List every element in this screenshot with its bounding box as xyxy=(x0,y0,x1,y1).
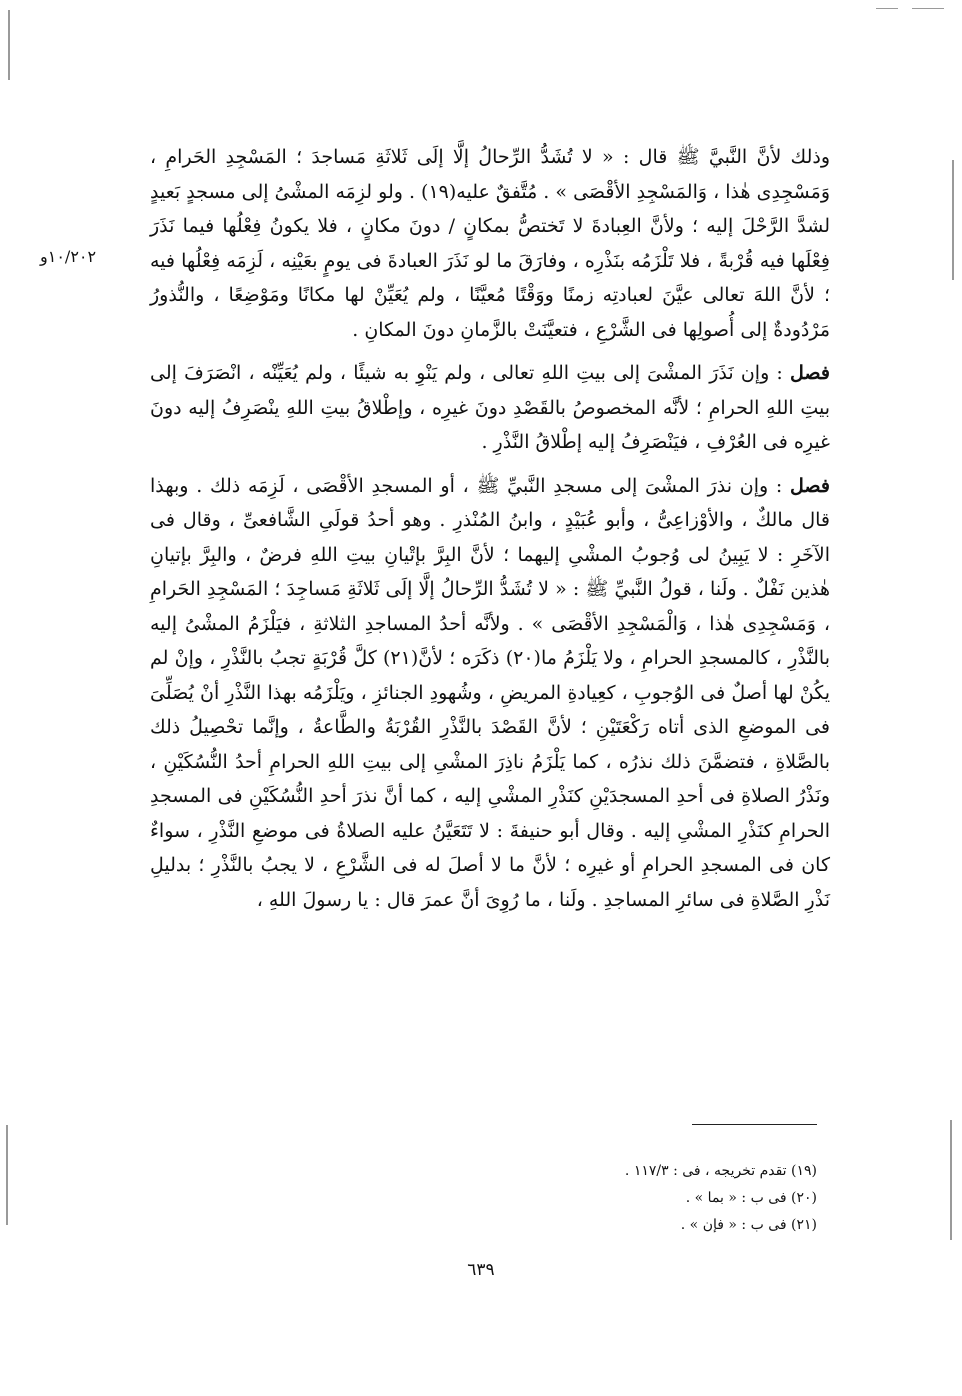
paragraph-fasl-2 xyxy=(150,469,830,918)
paragraph-fasl-1 xyxy=(150,356,830,460)
scan-edge-mark xyxy=(8,10,10,80)
footnote: (١٩) تقدم تخريجه ، فى : ١١٧/٣ . xyxy=(624,1163,817,1179)
scan-edge-mark xyxy=(912,8,944,9)
margin-folio-note: ١٠/٢٠٢و xyxy=(40,247,97,266)
section-label: فصل xyxy=(790,474,830,497)
footnote-separator xyxy=(692,1124,817,1125)
scan-edge-mark xyxy=(952,160,954,280)
section-label: فصل xyxy=(790,362,830,384)
scan-edge-mark xyxy=(6,1125,8,1225)
scan-edge-mark xyxy=(950,1120,952,1240)
paragraph-intro xyxy=(150,140,830,347)
paragraph-text: : وإن نَذَرَ المشْىَ إلى بيتِ اللهِ تعالى ، ولم يَنْوِ به شيئًا ، ولم يُعَيِّنْه ، انْصَرَفَ إلى بيتِ اللهِ الحرامِ ؛ لأنَّه المخصوصُ بالقَصْدِ دونَ غيرِه ، وإطْلاقُ بيتِ اللهِ ينْصَرِفُ إليه دونَ غيرِه فى العُرْفِ ، فيَنْصَرِفُ إليه إطْلاقُ النَّذْرِ . xyxy=(150,362,830,453)
main-text xyxy=(150,140,830,926)
footnote: (٢١) فى ب : « فإن » . xyxy=(680,1217,817,1233)
paragraph-text: : وإن نذرَ المشْىَ إلى مسجدِ النَّبيِّ ﷺ ، أو المسجدِ الأقْصَى ، لَزِمَه ذلك . وبهذا قال مالكٌ ، والأوْزاعِىُّ ، وأبو عُبَيْدٍ ، وابنُ المُنْذرِ . وهو أحدُ قولَىِ الشَّافعىِّ ، وقال فى الآخَرِ : لا يَبِينُ لى وُجوبُ المشْىِ إليهما ؛ لأنَّ البِرَّ بإتْيانِ بيتِ اللهِ فرضٌ ، والبِرَّ بإتيانِ هٰذين نَفْلٌ . ولَنا ، قولُ النَّبيِّ ﷺ : « لا تُشَدُّ الرِّحالُ إلَّا إلَى ثَلاثَةِ مَساجِدَ ؛ المَسْجِدِ الحَرامِ ، وَمَسْجِدِى هٰذا ، وَالْمَسْجِدِ الأقْصَى » . ولأنَّه أحدُ المساجدِ الثلاثةِ ، فيَلْزَمُ المشْىُ إليه بالنَّذْرِ ، كالمسجدِ الحرامِ ، ولا يَلْزَمُ ما(٢٠) ذكَرَه ؛ لأنَّ(٢١) كلَّ قُرْبَةٍ تجبُ بالنَّذْرِ ، وإنْ لم يكُنْ لها أصلٌ فى الوُجوبِ ، كعِيادةِ المريضِ ، وشُهودِ الجنائزِ ، ويَلْزَمُه بهذا النَّذْرِ أنْ يُصَلِّىَ فى الموضعِ الذى أتاه رَكْعَتَيْنِ ؛ لأنَّ القَصْدَ بالنَّذْرِ القُرْبَةُ والطَّاعةُ ، وإنَّما تحْصِيلُ ذلك بالصَّلاةِ ، فتضمَّنَ ذلك نذرُه ، كما يَلْزَمُ ناذِرَ المشْىِ إلى بيتِ اللهِ الحرامِ أحدُ النُّسُكَيْنِ ، ونَذْرُ الصلاةِ فى أحدِ المسجدَيْنِ كنَذْرِ المشْىِ إليه ، كما أنَّ نذرَ أحدِ النُّسُكَيْنِ فى المسجدِ الحرامِ كنَذْرِ المشْىِ إليه . وقال أبو حنيفةَ : لا تَتَعَيَّنُ عليه الصلاةُ فى موضعِ النَّذْرِ ، سواءٌ كان فى المسجدِ الحرامِ أو غيرِه ؛ لأنَّ ما لا أصلَ له فى الشَّرْعِ ، لا يجبُ بالنَّذْرِ ؛ بدليلِ نَذْرِ الصَّلاةِ فى سائرِ المساجدِ . ولَنا ، ما رُوِىَ أنَّ عمرَ قال : يا رسولَ اللهِ ، xyxy=(150,474,830,911)
paragraph-text: وذلك لأنَّ النَّبيَّ ﷺ قال : « لا تُشَدُّ الرِّحالُ إلَّا إلَى ثَلاثَةِ مَساجدَ ؛ المَسْجِدِ الحَرامِ ، وَمَسْجِدِى هٰذا ، وَالمَسْجِدِ الأقْصَى » . مُتَّفقٌ عليه(١٩) . ولو لزِمَه المشْىُ إلى مسجدٍ بَعيدٍ لشدَّ الرَّحْلَ إليه ؛ ولأنَّ العِبادةَ لا تَختصُّ بمكانٍ / دونَ مكانٍ ، فلا يكونُ فِعْلُها فيما نَذَرَ فِعْلَها فيه قُرْبةً ، فلا تَلْزَمُه بنَذْرِه ، وفارَقَ ما لو نَذَرَ العبادةَ فى يومٍ بعَيْنِه ، لَزِمَه فِعْلُها فيه ؛ لأنَّ اللهَ تعالى عيَّنَ لعبادتِه زمنًا ووَقْتًا مُعيَّنًا ، ولم يُعَيِّنْ لها مكانًا ومَوْضِعًا ، والنُّذورُ مَرْدُودةٌ إلى أُصولِها فى الشَّرْعِ ، فتعيَّنَتْ بالزَّمانِ دونَ المكانِ . xyxy=(150,146,830,341)
footnotes xyxy=(157,1158,817,1239)
footnote: (٢٠) فى ب : « بما » . xyxy=(685,1190,817,1206)
scan-edge-mark xyxy=(876,8,898,9)
page-number: ٦٣٩ xyxy=(467,1260,495,1280)
